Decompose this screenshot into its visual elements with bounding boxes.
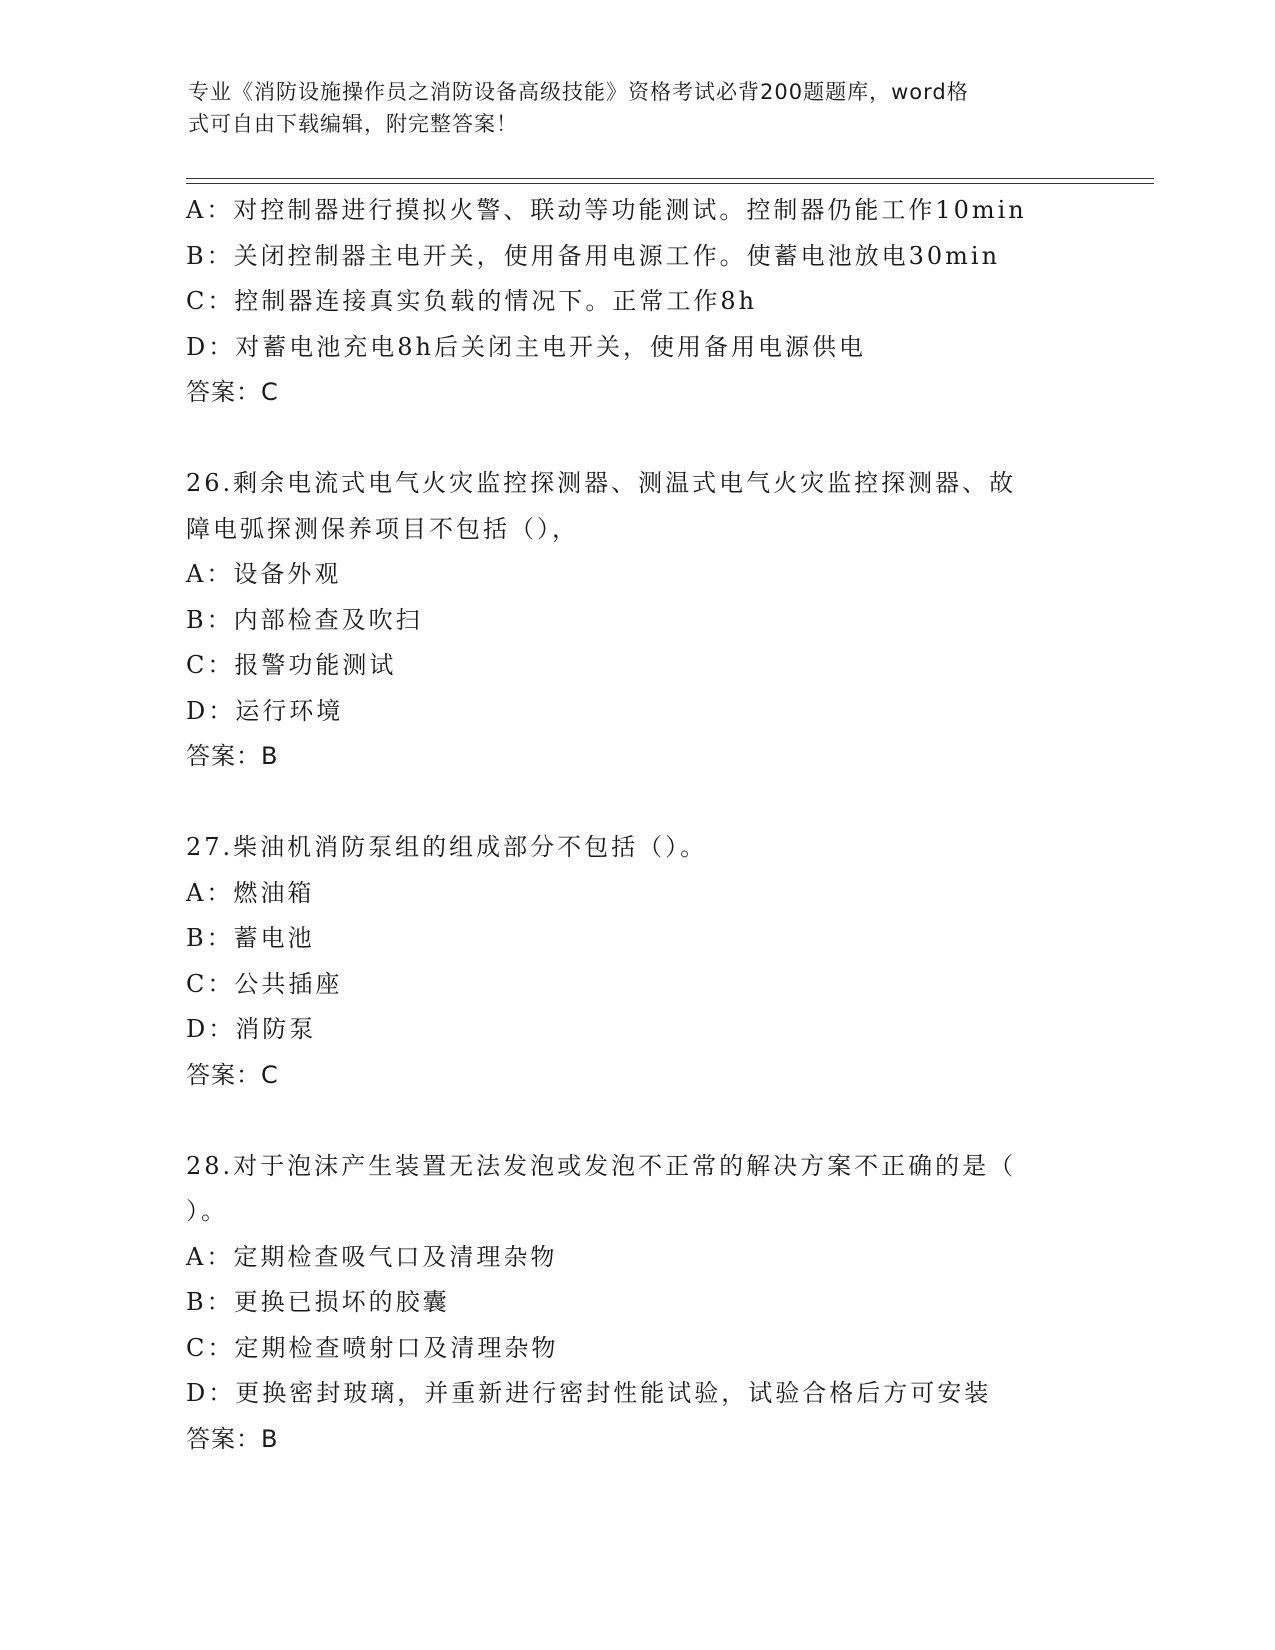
option-a: A：定期检查吸气口及清理杂物 (186, 1242, 558, 1271)
question-text: 27.柴油机消防泵组的组成部分不包括（）。 (186, 833, 708, 861)
header-line-2: 式可自由下载编辑，附完整答案！ (188, 112, 518, 136)
question-text: 28.对于泡沫产生装置无法发泡或发泡不正常的解决方案不正确的是（ (186, 1151, 1017, 1180)
question-text: 26.剩余电流式电气火灾监控探测器、测温式电气火灾监控探测器、故 (186, 469, 1017, 497)
option-a: A：设备外观 (186, 560, 342, 588)
option-d: D：运行环境 (186, 696, 344, 725)
question-text: 障电弧探测保养项目不包括（）， (186, 514, 579, 543)
option-c: C：报警功能测试 (186, 651, 397, 679)
spacer (186, 1098, 1086, 1144)
question-list (186, 188, 1086, 1462)
answer: 答案：C (186, 1060, 279, 1089)
answer: 答案：B (186, 742, 279, 770)
header-rule-top (186, 178, 1154, 179)
option-b: B：内部检查及吹扫 (186, 605, 423, 634)
option-c: C：控制器连接真实负载的情况下。正常工作8h (186, 287, 758, 315)
option-b: B：蓄电池 (186, 924, 315, 952)
option-d: D：对蓄电池充电8h后关闭主电开关，使用备用电源供电 (186, 332, 866, 361)
question-26 (186, 461, 1086, 780)
option-d: D：消防泵 (186, 1015, 317, 1043)
header-rule-bottom (186, 183, 1154, 184)
option-a: A：对控制器进行摸拟火警、联动等功能测试。控制器仍能工作10min (186, 196, 1027, 224)
question-text: ）。 (186, 1197, 228, 1225)
document-header (188, 76, 1068, 140)
answer: 答案：C (186, 378, 279, 406)
option-b: B：更换已损坏的胶囊 (186, 1288, 450, 1316)
option-a: A：燃油箱 (186, 878, 315, 907)
question-28 (186, 1144, 1086, 1463)
option-d: D：更换密封玻璃，并重新进行密封性能试验，试验合格后方可安装 (186, 1379, 992, 1407)
answer: 答案：B (186, 1424, 279, 1453)
option-c: C：公共插座 (186, 969, 343, 998)
spacer (186, 416, 1086, 462)
option-c: C：定期检查喷射口及清理杂物 (186, 1333, 559, 1362)
question-27 (186, 825, 1086, 1098)
option-b: B：关闭控制器主电开关，使用备用电源工作。使蓄电池放电30min (186, 241, 1001, 270)
question-25-continued (186, 188, 1086, 416)
spacer (186, 780, 1086, 826)
header-line-1: 专业《消防设施操作员之消防设备高级技能》资格考试必背200题题库，word格 (188, 80, 969, 104)
